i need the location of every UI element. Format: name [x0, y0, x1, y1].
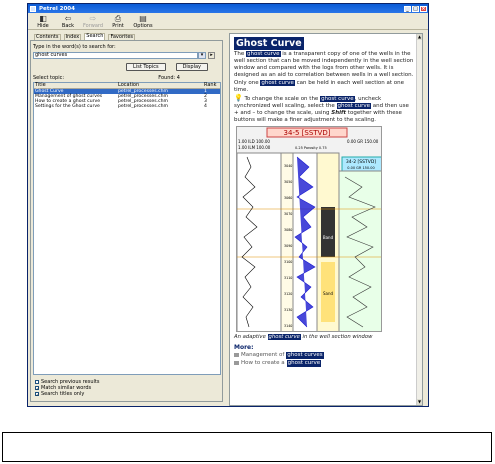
intro-paragraph: The ghost curve is a transparent copy of one of the wells in the well section that can be moved independently in the well section window and compared with the logs from other wells. It is designed as an aid to correlation between wells in a well section.: [234, 51, 414, 78]
topic-icon: [234, 353, 239, 357]
svg-text:3050: 3050: [284, 180, 293, 184]
nav-tabs: [30, 33, 223, 40]
back-button[interactable]: ⇦ Back: [57, 14, 79, 29]
topic-content: [230, 34, 422, 367]
search-operator-button[interactable]: ▸: [208, 52, 215, 59]
gr-header: 0.00 GR 150.00: [347, 139, 379, 144]
well-section-graphic: [237, 127, 382, 332]
page-title: Ghost Curve: [236, 38, 302, 49]
maximize-button[interactable]: □: [413, 5, 418, 12]
column-location[interactable]: Location: [118, 82, 140, 88]
forward-arrow-icon: ⇨: [89, 14, 97, 23]
match-similar-checkbox[interactable]: ✓ Match similar words: [36, 385, 92, 391]
ghost-gr-header: 0.00 GR 150.00: [347, 166, 375, 170]
related-link-management[interactable]: Management of ghost curves: [234, 351, 414, 359]
search-previous-checkbox[interactable]: Search previous results: [35, 379, 99, 385]
options-button[interactable]: ▤ Options: [133, 14, 153, 29]
figure-caption: An adaptive ghost curve in the well section window: [234, 334, 373, 340]
options-icon: ▤: [139, 14, 147, 23]
related-link-create[interactable]: How to create a ghost curve: [234, 359, 414, 367]
navigation-pane: [30, 33, 223, 406]
tab-index[interactable]: Index: [65, 34, 80, 40]
title-bar: [28, 4, 428, 13]
svg-text:3060: 3060: [284, 196, 293, 200]
select-topic-label: Select topic:: [33, 75, 65, 81]
results-list[interactable]: [33, 82, 221, 375]
more-heading: More:: [234, 344, 254, 351]
table-row[interactable]: Management of ghost curves petrel_processes.chm 2: [35, 94, 207, 99]
svg-text:3080: 3080: [284, 228, 293, 232]
hide-button[interactable]: ◧ Hide: [32, 14, 54, 29]
search-input[interactable]: ghost curves: [33, 52, 198, 59]
column-rank[interactable]: Rank: [204, 82, 217, 88]
tab-favorites[interactable]: Favorites: [110, 34, 134, 40]
svg-text:3040: 3040: [284, 164, 293, 168]
print-button[interactable]: ⎙ Print: [107, 14, 129, 29]
window-title: Petrel 2004: [39, 5, 75, 12]
found-count: Found: 4: [158, 75, 180, 81]
track1b-header: 1.00 ILM 100.00: [238, 145, 271, 150]
search-dropdown-button[interactable]: ▾: [198, 52, 206, 59]
svg-text:3110: 3110: [284, 276, 293, 280]
close-button[interactable]: ×: [421, 5, 426, 12]
tab-contents[interactable]: Contents: [36, 34, 59, 40]
hide-icon: ◧: [39, 14, 47, 23]
svg-text:3070: 3070: [284, 212, 293, 216]
tip-paragraph: 💡 To change the scale on the ghost curve, uncheck synchronized well scaling, select the ghost curve and then use + and – to change the scale, using Shift together with these buttons will make a finer adjustment to the scaling.: [234, 94, 409, 123]
column-title[interactable]: Title: [35, 82, 46, 88]
tab-search[interactable]: Search: [86, 33, 104, 39]
app-icon: [30, 6, 36, 12]
limit-paragraph: Only one ghost curve can be held in each well section at one time.: [234, 80, 405, 93]
search-panel: [30, 40, 223, 402]
titles-only-checkbox[interactable]: ✓ Search titles only: [36, 391, 85, 397]
topic-icon: [234, 361, 239, 365]
help-window: [27, 3, 429, 407]
zone-band-label: Band: [322, 235, 334, 240]
svg-text:3120: 3120: [284, 292, 293, 296]
search-options: [35, 379, 99, 397]
well-section-figure: [236, 126, 382, 332]
svg-text:3140: 3140: [284, 324, 293, 328]
empty-frame: [2, 432, 492, 462]
printer-icon: ⎙: [114, 14, 122, 23]
table-row[interactable]: How to create a ghost curve petrel_processes.chm 3: [35, 99, 207, 104]
back-arrow-icon: ⇦: [64, 14, 72, 23]
minimize-button[interactable]: _: [404, 6, 411, 12]
svg-text:3130: 3130: [284, 308, 293, 312]
svg-text:3100: 3100: [284, 260, 293, 264]
ghost-title: 34-2 [SSTVD]: [345, 160, 377, 165]
forward-button[interactable]: ⇨ Forward: [82, 14, 104, 29]
topic-scrollbar[interactable]: [416, 34, 422, 405]
svg-text:3090: 3090: [284, 244, 293, 248]
lightbulb-icon: 💡: [234, 94, 243, 102]
scroll-down-icon[interactable]: ▼: [417, 399, 422, 404]
table-row[interactable]: Ghost Curve petrel_processes.chm 1: [34, 89, 220, 94]
table-row[interactable]: Settings for the Ghost curve petrel_processes.chm 4: [35, 104, 207, 109]
scroll-up-icon[interactable]: ▲: [417, 34, 422, 39]
porosity-header: 0.25 Porosity 0.75: [295, 146, 327, 150]
well-title: 34-5 [SSTVD]: [283, 129, 331, 137]
display-button[interactable]: Display: [176, 63, 208, 71]
topic-pane: [229, 33, 423, 406]
list-topics-button[interactable]: List Topics: [126, 63, 166, 71]
track1-header: 1.00 ILD 100.00: [238, 139, 270, 144]
search-label: Type in the word(s) to search for:: [33, 44, 116, 50]
toolbar: [28, 13, 428, 30]
zone-sand-label: Sand: [322, 291, 334, 296]
